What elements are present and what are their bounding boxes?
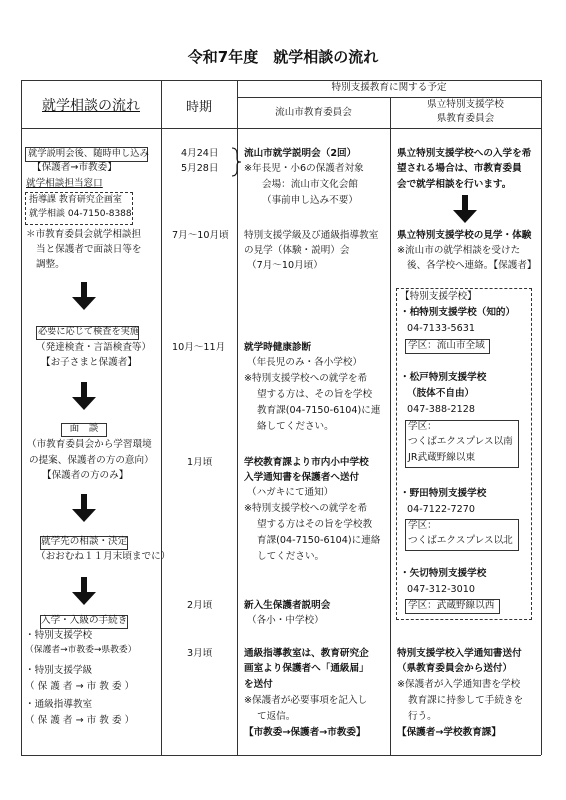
city-notice-3: （ハガキにて通知） — [247, 487, 334, 498]
time-health-check: 10月～11月 — [172, 342, 226, 353]
pref-visit-2: ※流山市の就学相談を受けた — [397, 245, 521, 256]
city-visit-1: 特別支援学級及び通級指導教室 — [244, 230, 379, 241]
city-parent-briefing-1: 新入生保護者説明会 — [244, 600, 331, 611]
city-parent-briefing-2: （各小・中学校） — [247, 615, 324, 626]
interview-box: 面 談 — [61, 423, 107, 437]
time-parent-briefing: 2月頃 — [187, 600, 213, 611]
consultation-window-title: 就学相談担当窓口 — [26, 178, 103, 189]
city-notice-6: 育課(04-7150-6104)に連絡 — [257, 535, 381, 546]
down-arrow-icon — [78, 382, 90, 410]
pref-visit-3: 後、各学校へ連絡。【保護者】 — [407, 260, 537, 271]
school-noda-area: 学区： つくばエクスプレス以北 — [405, 519, 519, 551]
adjust-note-3: 調整。 — [36, 259, 65, 270]
school-yagiri-tel: 047-312-3010 — [407, 584, 475, 595]
exam-target: 【お子さまと保護者】 — [41, 357, 137, 368]
city-briefing-venue: 会場：流山市文化会館 — [262, 179, 358, 190]
pref-consult-3: 会で就学相談を行います。 — [397, 179, 512, 190]
city-visit-2: の見学（体験・説明）会 — [244, 245, 350, 256]
enrollment-box: 入学・入級の手続き — [40, 615, 128, 629]
time-visit: 7月～10月頃 — [172, 230, 229, 241]
school-matsudo-tel: 047-388-2128 — [407, 404, 475, 415]
school-yagiri-area: 学区：武蔵野線以西 — [405, 599, 500, 614]
interview-detail-1: （市教育委員会から学習環境 — [27, 439, 152, 450]
down-arrow-icon — [78, 577, 90, 605]
city-notice-5: 望する方はその旨を学校教 — [257, 519, 373, 530]
pref-admission-2: （県教育委員会から送付） — [397, 663, 513, 674]
school-kashiwa-tel: 04-7133-5631 — [407, 323, 475, 334]
header-flow: 就学相談の流れ — [42, 98, 140, 114]
city-health-1: （年長児のみ・各小学校） — [247, 357, 363, 368]
time-briefing-1: 4月24日 — [181, 148, 219, 159]
city-resource-3: を送付 — [244, 679, 273, 690]
city-notice-2: 入学通知書を保護者へ送付 — [244, 472, 360, 483]
city-health-title: 就学時健康診断 — [244, 342, 312, 353]
city-resource-2: 画室より保護者へ「通級届」 — [244, 663, 369, 674]
down-arrow-icon — [459, 195, 471, 223]
city-health-3: 望する方は、その旨を学校 — [257, 389, 373, 400]
interview-detail-2: の提案、保護者の方の意向） — [29, 455, 154, 466]
pref-admission-5: 行う。 — [408, 711, 437, 722]
city-briefing-title: 流山市就学説明会（2回） — [244, 148, 357, 159]
city-notice-1: 学校教育課より市内小中学校 — [244, 457, 369, 468]
time-briefing-2: 5月28日 — [181, 163, 219, 174]
time-notice: 1月頃 — [187, 457, 213, 468]
proc-special-school-route: （保護者→市教委→県教委） — [25, 645, 137, 655]
pref-consult-2: 望される場合は、市教育委員 — [397, 163, 522, 174]
proc-special-school: ・特別支援学校 — [25, 630, 93, 641]
city-health-4: 教育課(04-7150-6104)に連 — [257, 405, 381, 416]
proc-special-class-route: （ 保 護 者 → 市 教 委 ） — [25, 681, 135, 692]
proc-resource-room: ・通級指導教室 — [25, 699, 93, 710]
pref-admission-6: 【保護者→学校教育課】 — [397, 727, 501, 738]
pref-admission-4: 教育課に持参して手続きを — [408, 695, 524, 706]
brace-icon — [230, 147, 242, 177]
city-resource-6: 【市教委→保護者→市教委】 — [244, 727, 366, 738]
proc-resource-room-route: （ 保 護 者 → 市 教 委 ） — [25, 715, 135, 726]
page-title: 令和7年度 就学相談の流れ — [187, 48, 379, 66]
city-health-5: 絡してください。 — [257, 421, 334, 432]
decision-box: 就学先の相談・決定 — [40, 536, 128, 550]
adjust-note-2: 当と保護者で面談日等を — [36, 244, 142, 255]
school-noda-tel: 04-7122-7270 — [407, 504, 475, 515]
header-pref-school: 県立特別支援学校 — [427, 99, 504, 110]
city-notice-7: してください。 — [257, 551, 325, 562]
header-city-board: 流山市教育委員会 — [275, 107, 352, 118]
interview-target: 【保護者の方のみ】 — [42, 470, 129, 481]
special-schools-header: 【特別支援学校】 — [400, 291, 477, 302]
pref-admission-3: ※保護者が入学通知書を学校 — [397, 679, 521, 690]
city-resource-5: て返信。 — [257, 711, 296, 722]
proc-special-class: ・特別支援学級 — [25, 665, 93, 676]
pref-admission-1: 特別支援学校入学通知書送付 — [397, 648, 522, 659]
adjust-note-1: ＊市教育委員会就学相談担 — [26, 229, 142, 240]
city-health-2: ※特別支援学校への就学を希 — [244, 373, 368, 384]
city-resource-1: 通級指導教室は、教育研究企 — [244, 648, 369, 659]
city-briefing-target: ※年長児・小6の保護者対象 — [244, 163, 364, 174]
school-yagiri-name: ・矢切特別支援学校 — [400, 568, 487, 579]
city-briefing-note: （事前申し込み不要） — [262, 195, 358, 206]
city-notice-4: ※特別支援学校への就学を希 — [244, 503, 368, 514]
pref-consult-1: 県立特別支援学校への入学を希 — [397, 148, 532, 159]
city-visit-3: （7月～10月頃） — [247, 260, 323, 271]
school-matsudo-type: （肢体不自由） — [407, 388, 475, 399]
header-pref-board: 県教育委員会 — [436, 113, 495, 124]
pref-visit-1: 県立特別支援学校の見学・体験 — [397, 230, 532, 241]
school-kashiwa-area: 学区：流山市全域 — [405, 339, 490, 354]
school-matsudo-name: ・松戸特別支援学校 — [400, 372, 487, 383]
consultation-window-box: 指導課 教育研究企画室 就学相談 04-7150-8388 — [25, 192, 133, 225]
header-period: 時期 — [185, 100, 212, 115]
city-resource-4: ※保護者が必要事項を記入し — [244, 695, 368, 706]
application-route: 【保護者→市教委】 — [32, 162, 117, 173]
exam-box: 必要に応じて検査を実施 — [36, 326, 139, 340]
school-noda-name: ・野田特別支援学校 — [400, 488, 487, 499]
application-box: 就学説明会後、随時申し込み — [25, 147, 148, 162]
down-arrow-icon — [78, 282, 90, 310]
school-kashiwa-name: ・柏特別支援学校（知的） — [400, 307, 516, 318]
school-matsudo-area: 学区： つくばエクスプレス以南 JR武蔵野線以東 — [405, 420, 519, 468]
down-arrow-icon — [78, 494, 90, 522]
header-special-ed: 特別支援教育に関する予定 — [331, 82, 447, 93]
exam-types: （発達検査・言語検査等） — [36, 342, 152, 353]
time-march: 3月頃 — [187, 648, 213, 659]
decision-deadline: （おおむね１１月末頃までに） — [36, 551, 171, 562]
